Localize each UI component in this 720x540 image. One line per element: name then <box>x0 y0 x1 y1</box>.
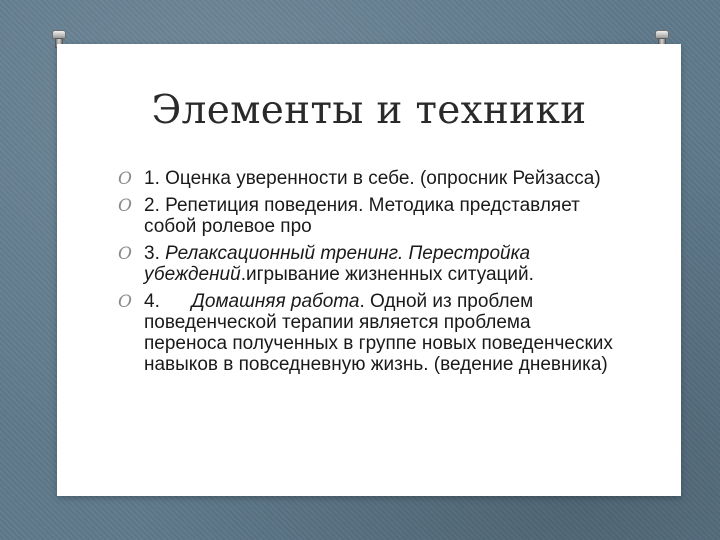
bullet-text: 1. Оценка уверенности в себе. (опросник Рейзасса) <box>144 168 601 189</box>
bullet-item-4 <box>118 291 618 375</box>
slide-title: Элементы и техники <box>151 88 587 133</box>
bullet-italic-text: Релаксационный тренинг. Перестройка убеждений <box>144 243 531 285</box>
bullet-item-1 <box>118 168 618 189</box>
bullet-marker-icon: O <box>118 244 132 264</box>
bullet-text: 2. Репетиция поведения. Методика представляет собой ролевое про <box>144 195 580 237</box>
bullet-suffix: . Одной из проблем поведенческой терапии является проблема переноса полученных в группе новых поведенческих навыков в повседневную жизнь. (ведение дневника) <box>144 291 613 375</box>
bullet-list <box>118 168 618 381</box>
bullet-item-2 <box>118 195 618 237</box>
bullet-suffix: .игрывание жизненных ситуаций. <box>240 264 534 285</box>
bullet-marker-icon: O <box>118 169 132 189</box>
bullet-prefix: 4. <box>144 291 192 312</box>
bullet-italic-text: Домашняя работа <box>191 291 360 312</box>
bullet-item-3 <box>118 243 618 285</box>
bullet-marker-icon: O <box>118 292 132 312</box>
bullet-marker-icon: O <box>118 196 132 216</box>
bullet-prefix: 3. <box>144 243 166 264</box>
